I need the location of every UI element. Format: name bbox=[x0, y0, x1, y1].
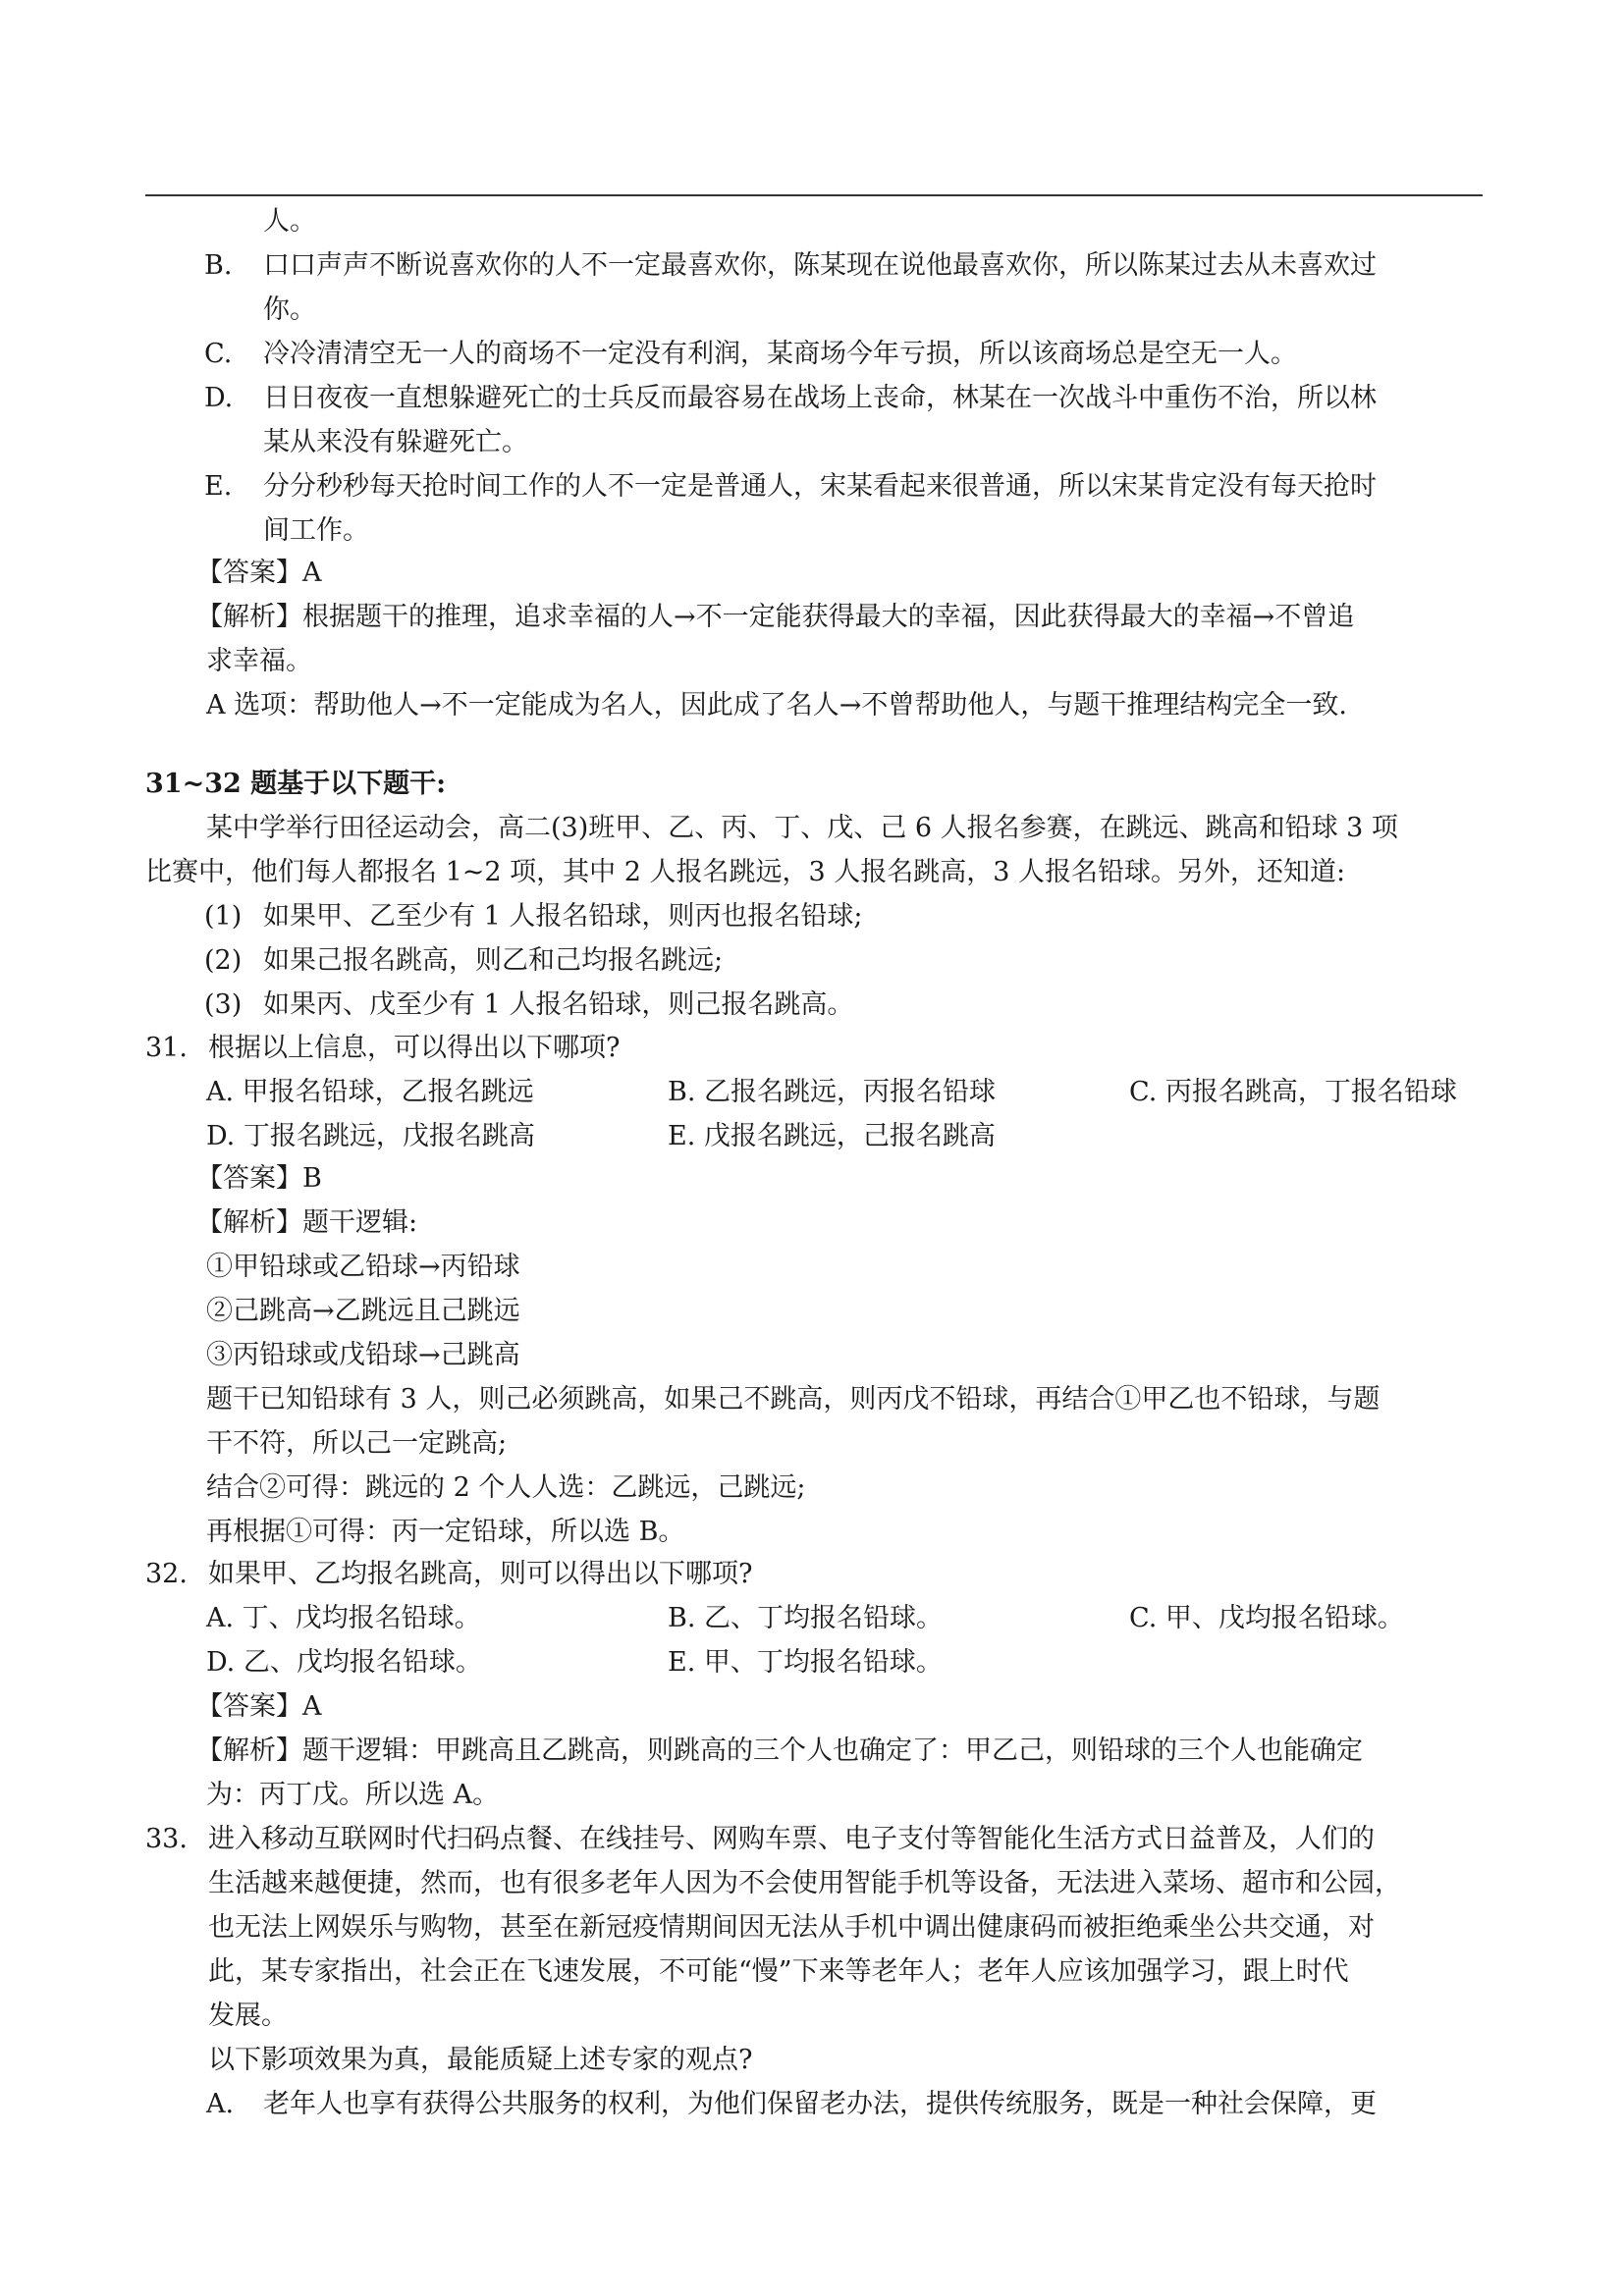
option-d: D. 丁报名跳远，戊报名跳高 bbox=[206, 1121, 535, 1151]
option-letter: A. bbox=[206, 2089, 235, 2119]
condition-number: (3) bbox=[204, 989, 243, 1020]
analysis-line: A 选项：帮助他人→不一定能成为名人，因此成了名人→不曾帮助他人，与题干推理结构完全一致. bbox=[206, 690, 1347, 721]
question-stem: 发展。 bbox=[208, 2001, 288, 2031]
option-letter: C. bbox=[204, 339, 233, 369]
option-b: B. 乙、丁均报名铅球。 bbox=[668, 1603, 944, 1633]
condition-text: 如果甲、乙至少有 1 人报名铅球，则丙也报名铅球; bbox=[263, 901, 863, 932]
question-text: 以下影项效果为真，最能质疑上述专家的观点? bbox=[208, 2045, 753, 2075]
option-b: B. 乙报名跳远，丙报名铅球 bbox=[668, 1077, 997, 1107]
analysis-line: 【解析】题干逻辑：甲跳高且乙跳高，则跳高的三个人也确定了：甲乙己，则铅球的三个人也能确定 bbox=[196, 1735, 1363, 1766]
option-a: A. 丁、戊均报名铅球。 bbox=[206, 1603, 481, 1633]
answer: 【答案】B bbox=[196, 1163, 322, 1194]
condition-text: 如果己报名跳高，则乙和己均报名跳远; bbox=[263, 945, 724, 976]
analysis-line: ③丙铅球或戊铅球→己跳高 bbox=[206, 1340, 520, 1370]
analysis-line: 求幸福。 bbox=[206, 646, 312, 676]
question-stem: 也无法上网娱乐与购物，甚至在新冠疫情期间因无法从手机中调出健康码而被拒绝乘坐公共交通，对 bbox=[208, 1912, 1375, 1943]
analysis-line: 【解析】题干逻辑: bbox=[196, 1207, 418, 1238]
question-stem: 此，某专家指出，社会正在飞速发展，不可能“慢”下来等老年人；老年人应该加强学习，跟上时代 bbox=[208, 1956, 1349, 1987]
option-e-text: 间工作。 bbox=[263, 515, 369, 546]
analysis-line: 干不符，所以己一定跳高; bbox=[206, 1428, 508, 1459]
option-d-text: 日日夜夜一直想躲避死亡的士兵反而最容易在战场上丧命，林某在一次战斗中重伤不治，所以林 bbox=[263, 383, 1377, 413]
group-stem: 比赛中，他们每人都报名 1~2 项，其中 2 人报名跳远，3 人报名跳高，3 人报名铅球。另外，还知道: bbox=[145, 857, 1346, 887]
question-text: 如果甲、乙均报名跳高，则可以得出以下哪项? bbox=[208, 1559, 753, 1589]
option-b-text: 口口声声不断说喜欢你的人不一定最喜欢你，陈某现在说他最喜欢你，所以陈某过去从未喜欢过 bbox=[263, 250, 1377, 281]
option-e-text: 分分秒秒每天抢时间工作的人不一定是普通人，宋某看起来很普通，所以宋某肯定没有每天抢时 bbox=[263, 471, 1377, 502]
analysis-line: 再根据①可得：丙一定铅球，所以选 B。 bbox=[206, 1517, 685, 1547]
option-letter: B. bbox=[204, 250, 233, 281]
option-c: C. 丙报名跳高，丁报名铅球 bbox=[1129, 1077, 1457, 1107]
option-b-text: 你。 bbox=[263, 294, 316, 325]
analysis-line: 为：丙丁戊。所以选 A。 bbox=[206, 1780, 500, 1810]
option-a-text: 老年人也享有获得公共服务的权利，为他们保留老办法，提供传统服务，既是一种社会保障，更 bbox=[263, 2089, 1377, 2119]
question-number: 32. bbox=[145, 1559, 188, 1589]
condition-number: (2) bbox=[204, 945, 243, 976]
question-stem: 进入移动互联网时代扫码点餐、在线挂号、网购车票、电子支付等智能化生活方式日益普及，人们的 bbox=[208, 1824, 1375, 1854]
option-e: E. 戊报名跳远，己报名跳高 bbox=[668, 1121, 996, 1151]
condition-number: (1) bbox=[204, 901, 243, 932]
analysis-line: 结合②可得：跳远的 2 个人人选：乙跳远，己跳远; bbox=[206, 1472, 806, 1503]
analysis-line: ②己跳高→乙跳远且己跳远 bbox=[206, 1296, 520, 1326]
question-number: 31. bbox=[145, 1033, 188, 1063]
answer: 【答案】A bbox=[196, 1691, 322, 1722]
question-text: 根据以上信息，可以得出以下哪项? bbox=[208, 1033, 621, 1063]
option-c-text: 冷冷清清空无一人的商场不一定没有利润，某商场今年亏损，所以该商场总是空无一人。 bbox=[263, 339, 1297, 369]
condition-text: 如果丙、戊至少有 1 人报名铅球，则己报名跳高。 bbox=[263, 989, 854, 1020]
option-d: D. 乙、戊均报名铅球。 bbox=[206, 1647, 482, 1678]
header-rule bbox=[145, 194, 1483, 196]
question-stem: 生活越来越便捷，然而，也有很多老年人因为不会使用智能手机等设备，无法进入菜场、超市和公园， bbox=[208, 1868, 1401, 1898]
option-e: E. 甲、丁均报名铅球。 bbox=[668, 1647, 943, 1678]
analysis-line: 题干已知铅球有 3 人，则己必须跳高，如果己不跳高，则丙戊不铅球，再结合①甲乙也不铅球，与题 bbox=[206, 1384, 1380, 1415]
option-c: C. 甲、戊均报名铅球。 bbox=[1129, 1603, 1404, 1633]
continued-text: 人。 bbox=[263, 206, 316, 237]
option-letter: D. bbox=[204, 383, 234, 413]
group-stem: 某中学举行田径运动会，高二(3)班甲、乙、丙、丁、戊、己 6 人报名参赛，在跳远、跳高和铅球 3 项 bbox=[206, 813, 1398, 843]
analysis-line: ①甲铅球或乙铅球→丙铅球 bbox=[206, 1252, 520, 1282]
option-letter: E. bbox=[204, 471, 233, 502]
option-d-text: 某从来没有躲避死亡。 bbox=[263, 427, 528, 457]
question-number: 33. bbox=[145, 1824, 188, 1854]
group-heading: 31~32 题基于以下题干: bbox=[145, 769, 447, 799]
analysis-line: 【解析】根据题干的推理，追求幸福的人→不一定能获得最大的幸福，因此获得最大的幸福→不曾追 bbox=[196, 602, 1355, 632]
answer: 【答案】A bbox=[196, 558, 322, 588]
option-a: A. 甲报名铅球，乙报名跳远 bbox=[206, 1077, 534, 1107]
